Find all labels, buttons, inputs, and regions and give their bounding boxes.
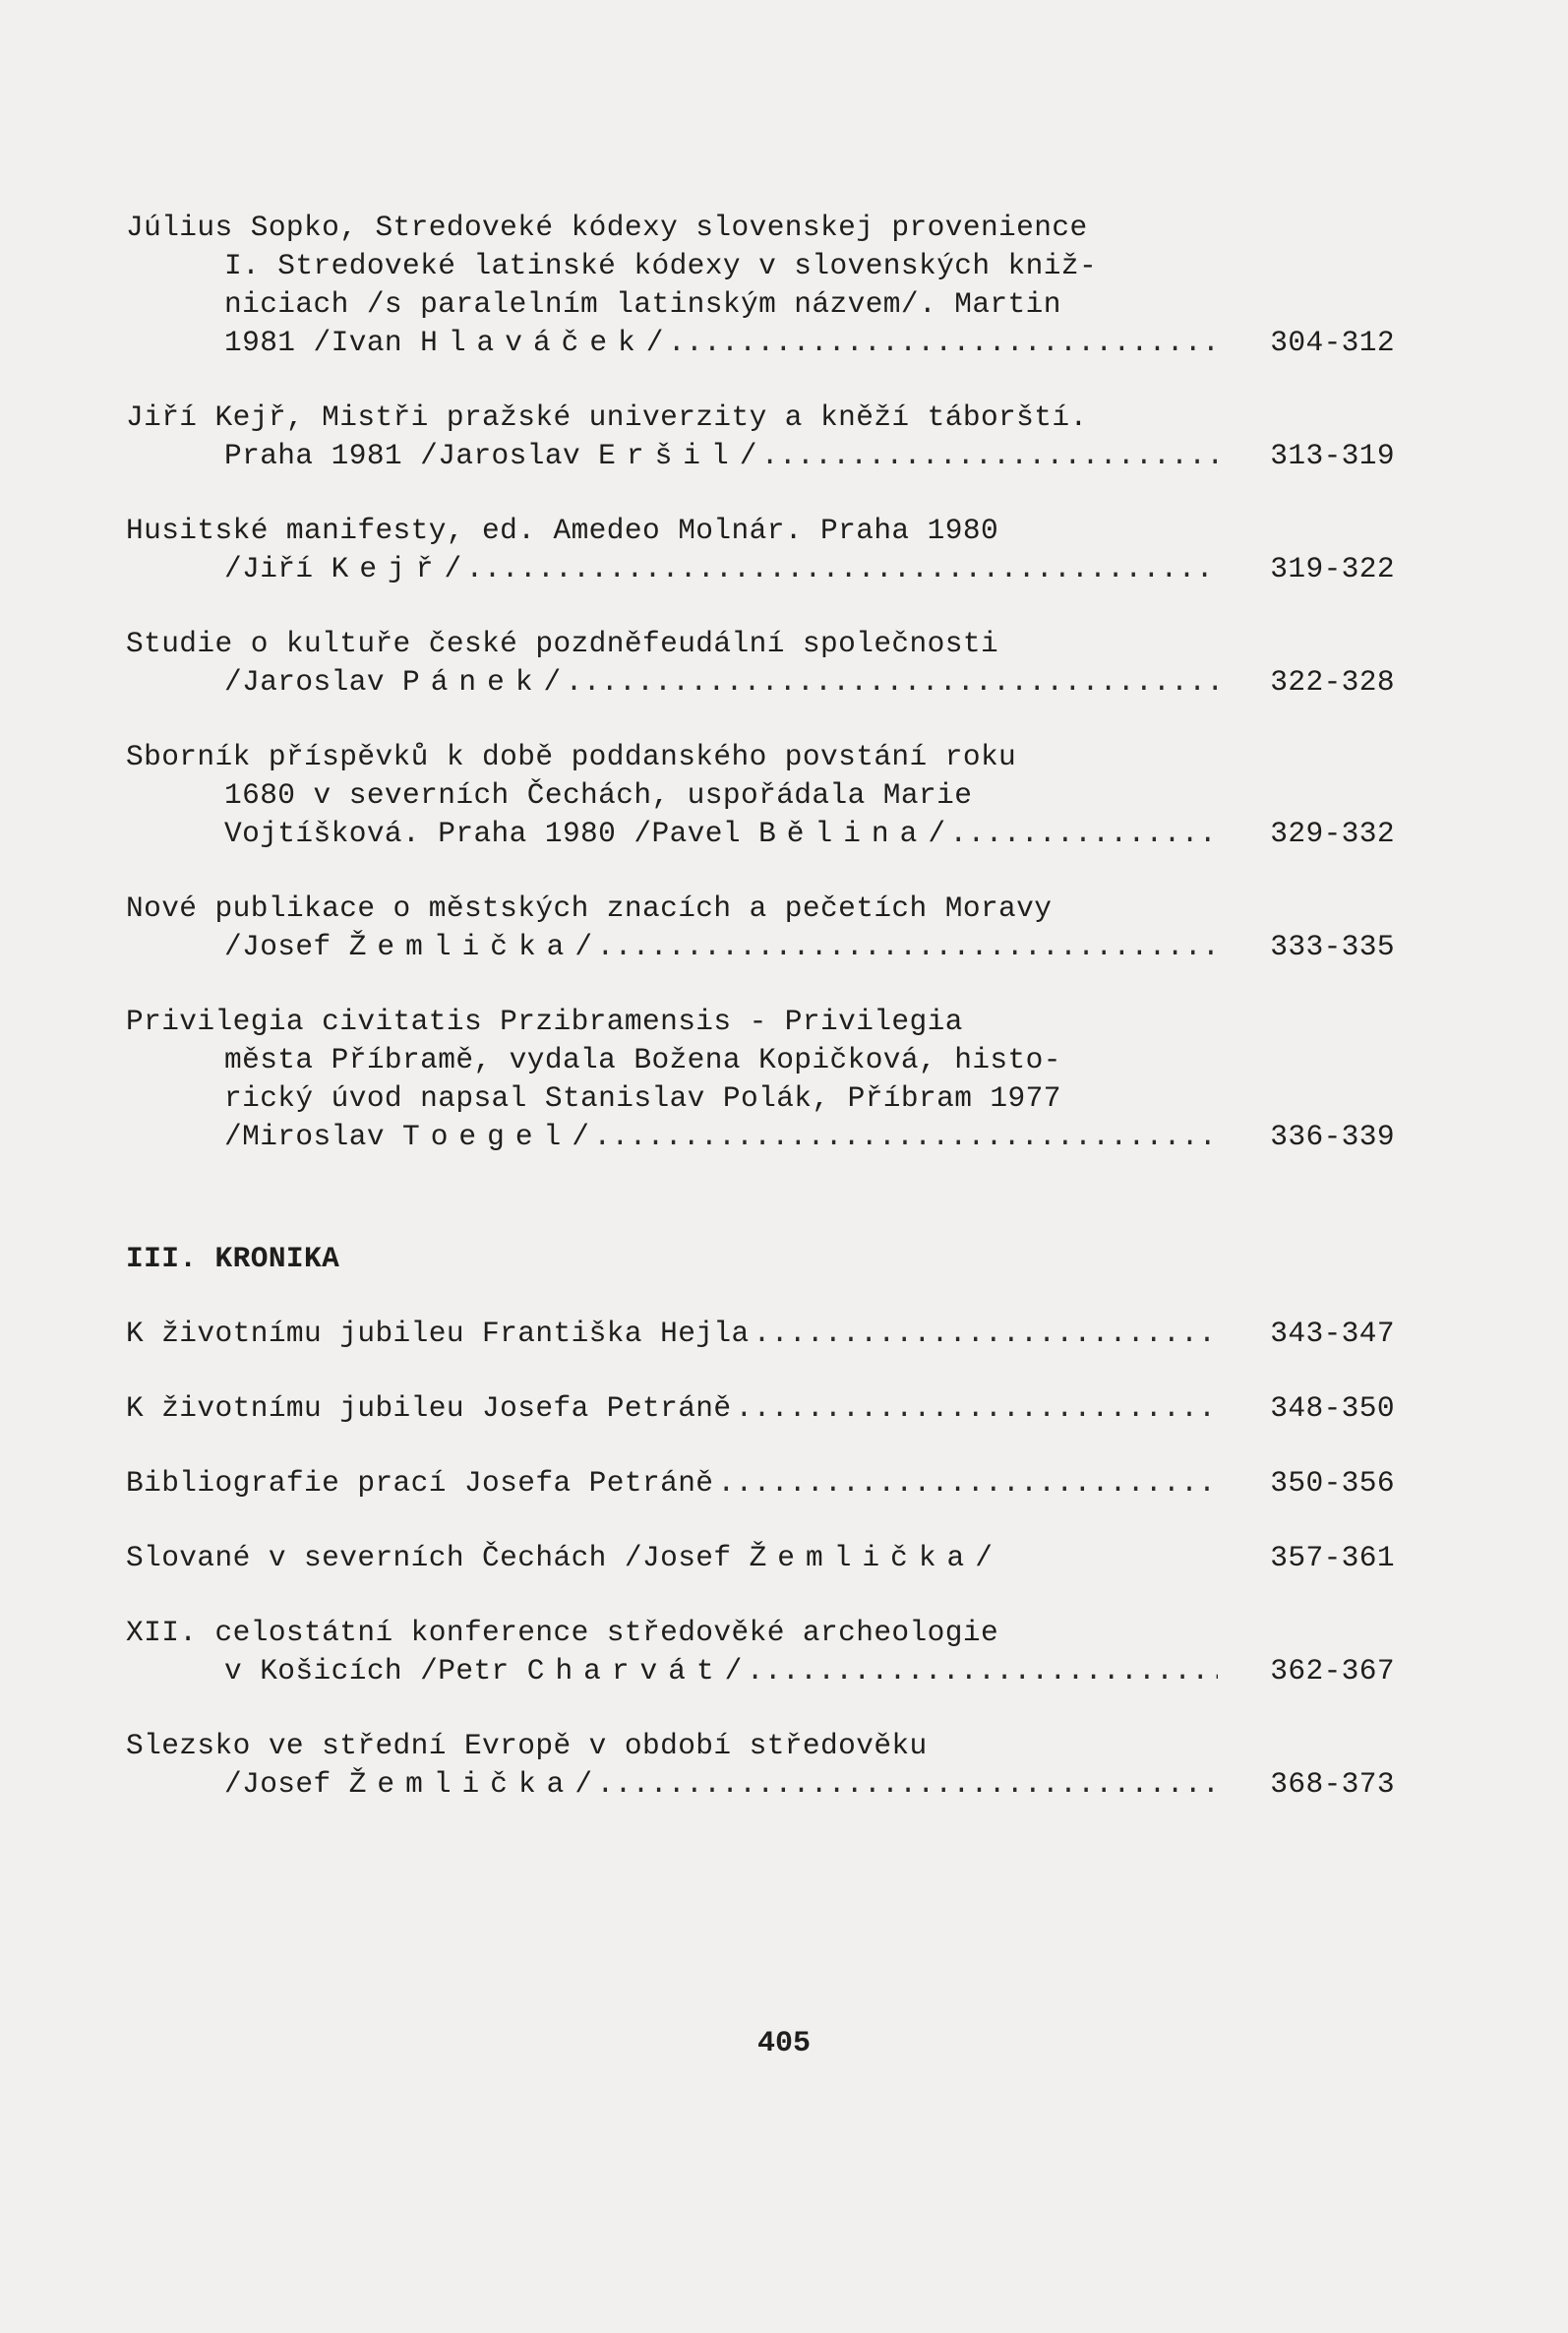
- entry-pages: 319-322: [1270, 552, 1395, 585]
- entry-title-line: XII. celostátní konference středověké archeologie: [126, 1616, 999, 1649]
- toc-entry: [126, 738, 1395, 853]
- entry-author-name: Eršil: [598, 439, 740, 472]
- entry-suffix: /: [975, 1541, 994, 1574]
- entry-author-line: [224, 1765, 592, 1804]
- dot-leader: [593, 1118, 1218, 1156]
- entry-title-line: niciach /s paralelním latinským názvem/. Martin: [224, 287, 1061, 321]
- kronika-entries: [126, 1315, 1395, 1804]
- toc-entry: [126, 1614, 1395, 1690]
- entry-prefix: Vojtíšková. Praha 1980 /Pavel: [224, 817, 759, 850]
- entry-last-line: [126, 1652, 1395, 1690]
- entry-last-line: [126, 324, 1395, 362]
- dot-leader: [596, 1765, 1218, 1804]
- entry-prefix: /Jiří: [224, 552, 332, 585]
- dot-leader: [566, 663, 1218, 702]
- toc-entry: [126, 1464, 1395, 1503]
- entry-prefix: /Josef: [224, 1767, 349, 1801]
- entry-author-line: [126, 1539, 993, 1577]
- entry-suffix: /: [572, 1120, 590, 1153]
- entry-title-line: Sborník příspěvků k době poddanského povstání roku: [126, 740, 1017, 773]
- toc-entry: [126, 890, 1395, 966]
- entry-prefix: /Josef: [224, 930, 349, 963]
- entry-title-line: Nové publikace o městských znacích a pečetích Moravy: [126, 891, 1053, 925]
- entry-title-line: Slezsko ve střední Evropě v období středověku: [126, 1729, 928, 1762]
- dot-leader: [717, 1464, 1218, 1503]
- entry-prefix: K životnímu jubileu Františka Hejla: [126, 1317, 750, 1350]
- entry-title-line: Július Sopko, Stredoveké kódexy slovenskej provenience: [126, 211, 1088, 244]
- entry-author-name: Charvát: [526, 1654, 725, 1688]
- entry-prefix: Bibliografie prací Josefa Petráně: [126, 1466, 714, 1500]
- entry-author-line: [224, 928, 592, 966]
- entry-author-name: Kejř: [331, 552, 445, 585]
- entry-suffix: /: [543, 665, 562, 699]
- dot-leader: [736, 1389, 1219, 1428]
- entry-author-name: Žemlička: [348, 1767, 575, 1801]
- entry-pages: 357-361: [1270, 1541, 1395, 1574]
- entry-suffix: /: [724, 1654, 743, 1688]
- entry-last-line: [126, 437, 1395, 475]
- entry-pages: 333-335: [1270, 930, 1395, 963]
- entry-suffix: /: [444, 552, 462, 585]
- entry-suffix: /: [928, 817, 946, 850]
- entry-author-name: Žemlička: [348, 930, 575, 963]
- entry-pages: 368-373: [1270, 1767, 1395, 1801]
- entry-pages: 322-328: [1270, 665, 1395, 699]
- dot-leader: [747, 1652, 1218, 1690]
- entry-last-line: [126, 928, 1395, 966]
- toc-entry: [126, 512, 1395, 588]
- dot-leader: [761, 437, 1218, 475]
- toc-entry: [126, 209, 1395, 362]
- entry-pages: 350-356: [1270, 1466, 1395, 1500]
- entry-pages: 348-350: [1270, 1391, 1395, 1425]
- entry-title-line: 1680 v severních Čechách, uspořádala Marie: [224, 778, 973, 812]
- entry-suffix: /: [574, 930, 593, 963]
- section-heading: III. KRONIKA: [126, 1242, 340, 1275]
- entry-last-line: [126, 1118, 1395, 1156]
- entry-last-line: [126, 663, 1395, 702]
- dot-leader: [466, 550, 1218, 588]
- entry-author-line: [224, 437, 757, 475]
- entry-author-line: [224, 1118, 589, 1156]
- entry-pages: 343-347: [1270, 1317, 1395, 1350]
- entry-pages: 313-319: [1270, 439, 1395, 472]
- entry-prefix: Praha 1981 /Jaroslav: [224, 439, 599, 472]
- entry-pages: 304-312: [1270, 326, 1395, 359]
- entry-author-line: [224, 324, 664, 362]
- entry-title-line: města Příbramě, vydala Božena Kopičková, histo-: [224, 1043, 1061, 1076]
- entry-author-line: [126, 1464, 713, 1503]
- entry-author-line: [126, 1315, 750, 1353]
- entry-title-line: Privilegia civitatis Przibramensis - Privilegia: [126, 1005, 963, 1038]
- entry-author-line: [224, 1652, 743, 1690]
- toc-entry: [126, 1003, 1395, 1156]
- entry-author-name: Hlaváček: [420, 326, 646, 359]
- entry-title-line: I. Stredoveké latinské kódexy v slovenských kniž-: [224, 249, 1098, 282]
- toc-entry: [126, 1727, 1395, 1804]
- entry-author-line: [224, 550, 462, 588]
- entry-suffix: /: [645, 326, 664, 359]
- entry-author-line: [224, 815, 945, 853]
- entry-last-line: [126, 1464, 1395, 1503]
- entry-last-line: [126, 1315, 1395, 1353]
- entry-author-name: Bělina: [758, 817, 929, 850]
- entry-pages: 362-367: [1270, 1654, 1395, 1688]
- dot-leader: [668, 324, 1218, 362]
- dot-leader: [949, 815, 1218, 853]
- entry-title-line: rický úvod napsal Stanislav Polák, Příbram 1977: [224, 1081, 1061, 1115]
- entry-prefix: 1981 /Ivan: [224, 326, 421, 359]
- page-number: 405: [756, 2027, 811, 2060]
- entry-title-line: Jiří Kejř, Mistři pražské univerzity a kněží táborští.: [126, 400, 1088, 434]
- entry-suffix: /: [739, 439, 757, 472]
- entry-title-line: Husitské manifesty, ed. Amedeo Molnár. Praha 1980: [126, 514, 999, 547]
- entry-prefix: K životnímu jubileu Josefa Petráně: [126, 1391, 732, 1425]
- entry-pages: 329-332: [1270, 817, 1395, 850]
- entry-title-line: Studie o kultuře české pozdněfeudální společnosti: [126, 627, 999, 660]
- entry-prefix: v Košicích /Petr: [224, 1654, 527, 1688]
- entry-last-line: [126, 1389, 1395, 1428]
- entry-author-line: [126, 1389, 732, 1428]
- entry-last-line: [126, 1765, 1395, 1804]
- entry-pages: 336-339: [1270, 1120, 1395, 1153]
- entry-last-line: [126, 815, 1395, 853]
- entry-author-name: Pánek: [402, 665, 544, 699]
- dot-leader: [596, 928, 1218, 966]
- toc-entry: [126, 1539, 1395, 1577]
- entry-last-line: [126, 550, 1395, 588]
- entry-last-line: [126, 1539, 1395, 1577]
- toc-entry: [126, 399, 1395, 475]
- dot-leader: [754, 1315, 1218, 1353]
- table-of-contents: [126, 209, 1395, 1840]
- entry-author-line: [224, 663, 562, 702]
- entry-author-name: Toegel: [402, 1120, 573, 1153]
- toc-entry: [126, 1315, 1395, 1353]
- entry-author-name: Žemlička: [749, 1541, 976, 1574]
- toc-entry: [126, 625, 1395, 702]
- entry-prefix: /Jaroslav: [224, 665, 403, 699]
- entry-prefix: Slované v severních Čechách /Josef: [126, 1541, 750, 1574]
- entry-suffix: /: [574, 1767, 593, 1801]
- toc-entry: [126, 1389, 1395, 1428]
- review-entries: [126, 209, 1395, 1156]
- entry-prefix: /Miroslav: [224, 1120, 403, 1153]
